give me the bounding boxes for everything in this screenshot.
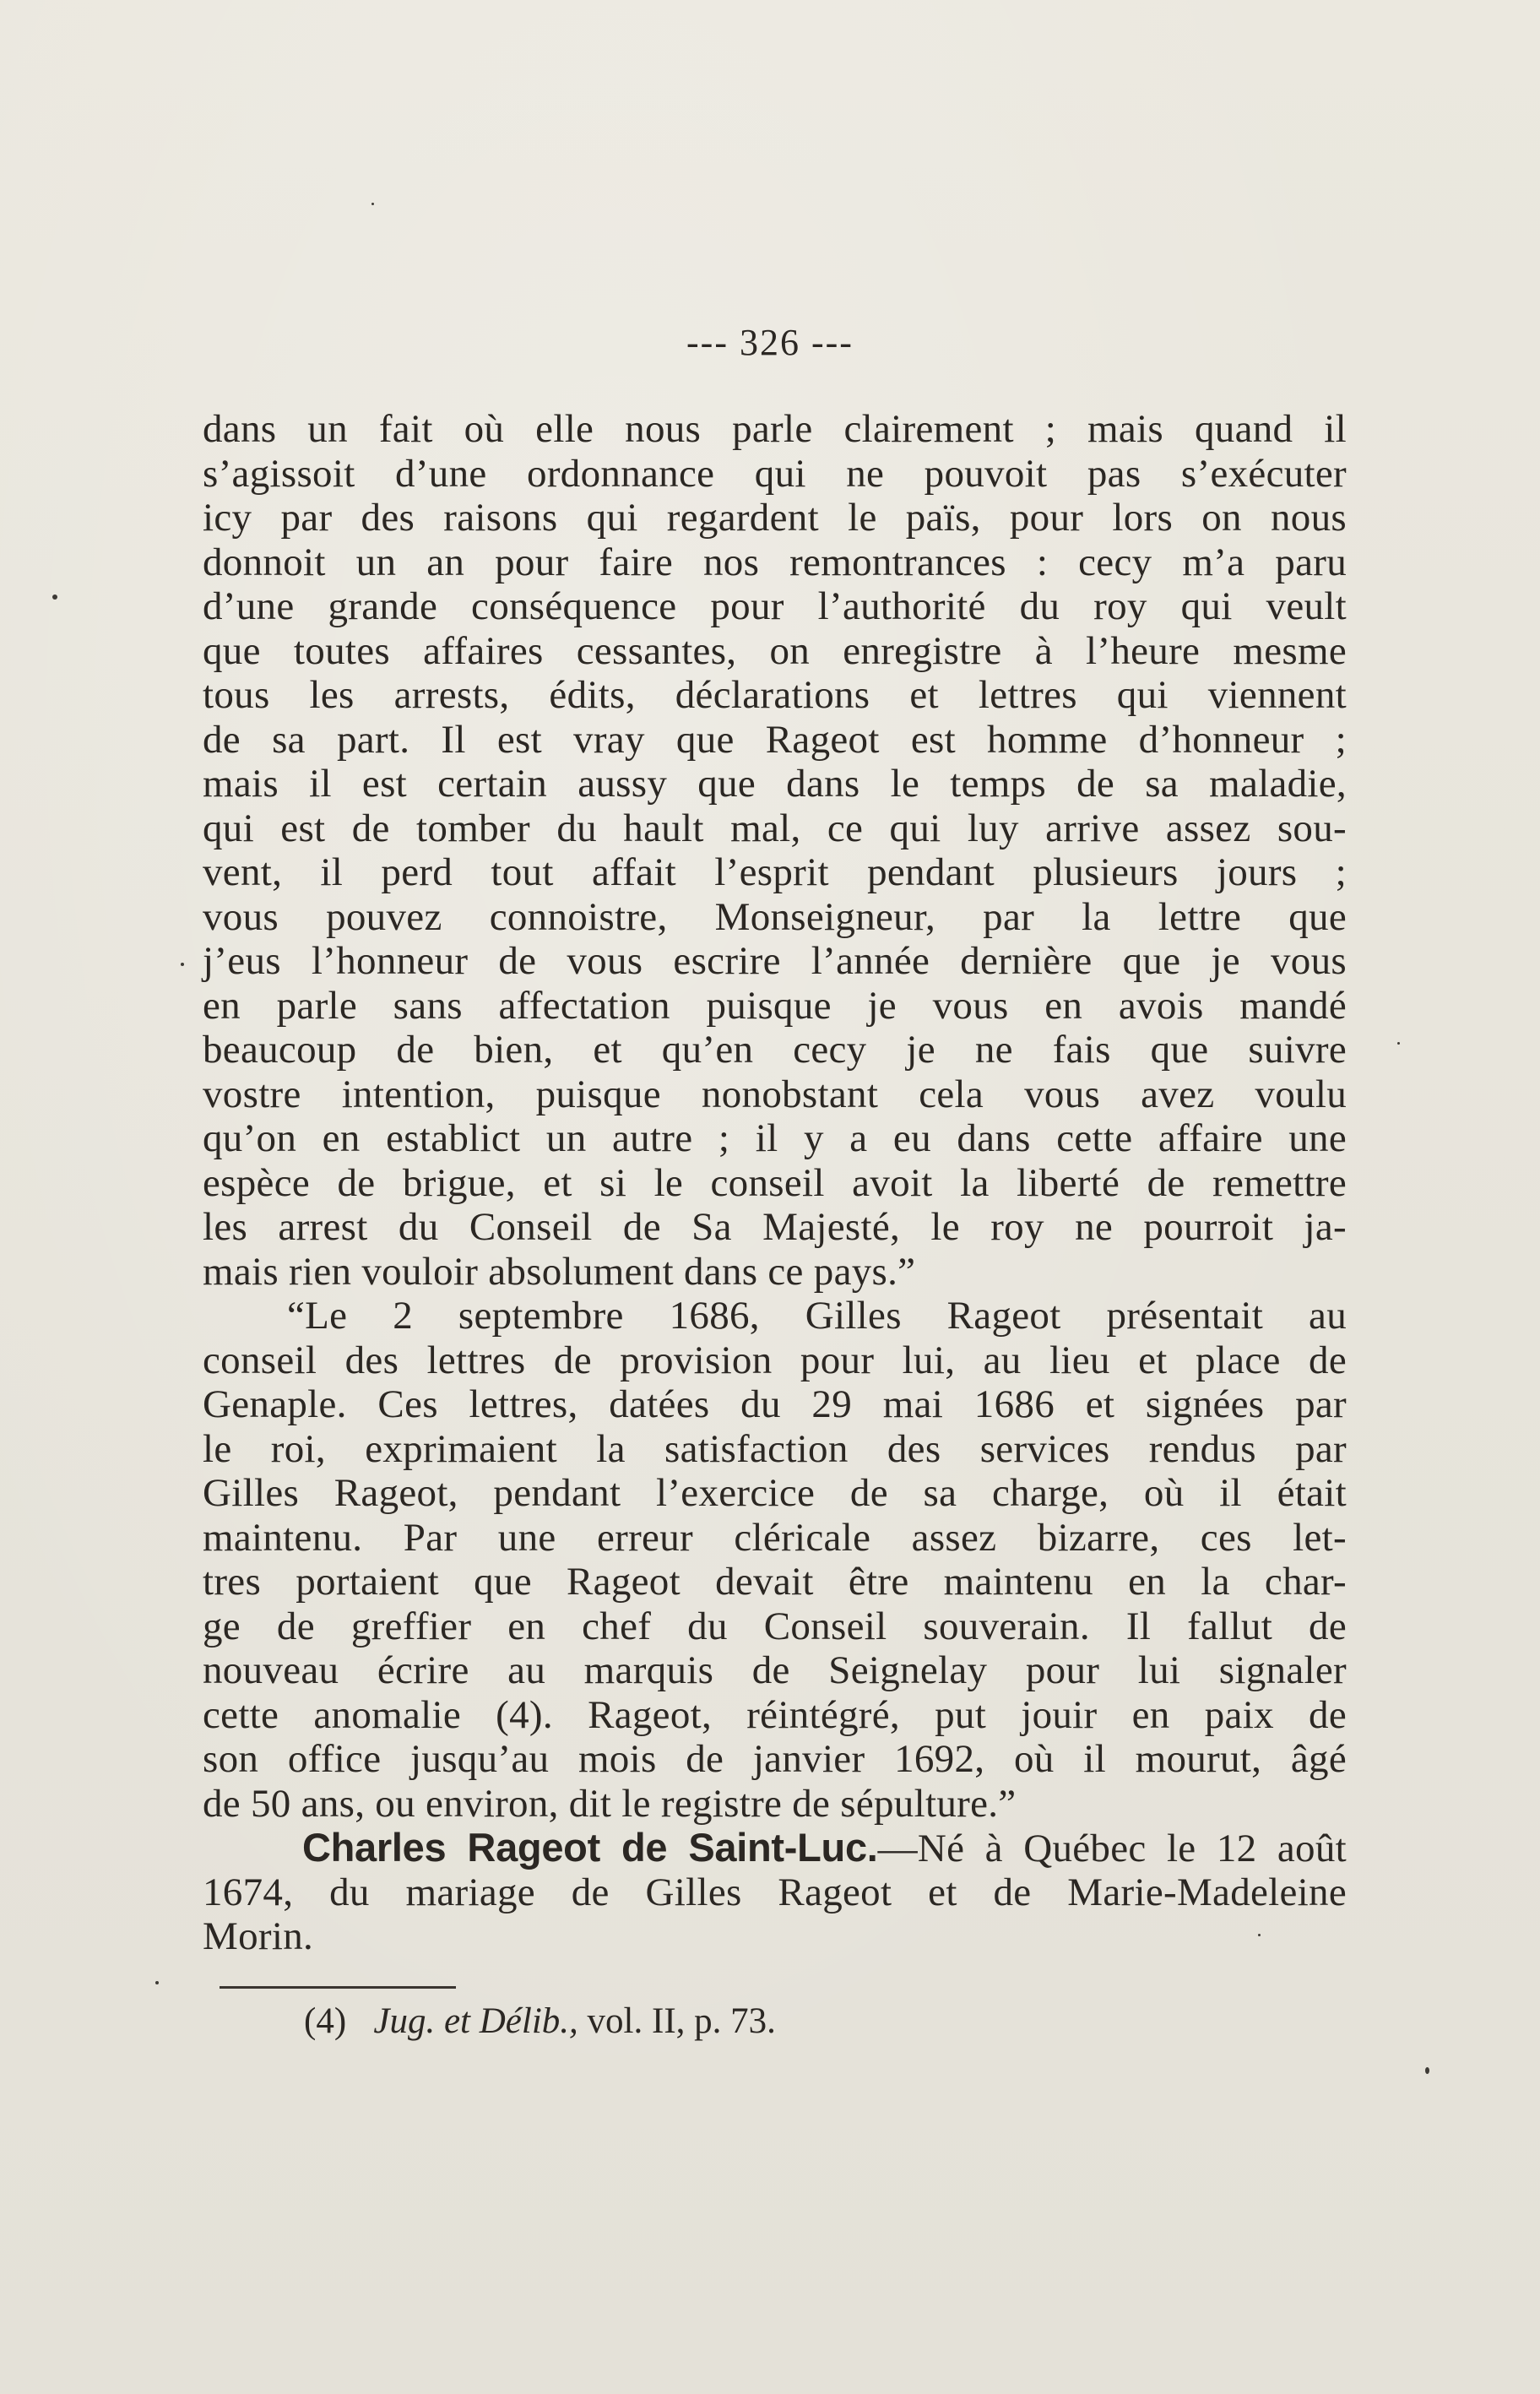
paper-speck xyxy=(1258,1934,1261,1936)
text-line: mais il est certain aussy que dans le temps de sa maladie, xyxy=(203,762,1347,806)
footnote-source: Jug. et Délib., xyxy=(373,2001,578,2041)
text-line: s’agissoit d’une ordonnance qui ne pouvoit pas s’exécuter xyxy=(203,451,1347,496)
footnote-reference: vol. II, p. 73. xyxy=(587,2001,776,2041)
text-line: j’eus l’honneur de vous escrire l’année dernière que je vous xyxy=(203,939,1347,983)
text-line: vous pouvez connoistre, Monseigneur, par la lettre que xyxy=(203,894,1347,939)
text-line: mais rien vouloir absolument dans ce pays.” xyxy=(203,1249,916,1294)
quote-line: Genaple. Ces lettres, datées du 29 mai 1686 et signées par xyxy=(203,1382,1347,1426)
text-line: vent, il perd tout affait l’esprit pendant plusieurs jours ; xyxy=(203,850,1347,894)
quote-line: de 50 ans, ou environ, dit le registre de sépulture.” xyxy=(203,1781,1017,1826)
text-line: qui est de tomber du hault mal, ce qui luy arrive assez sou- xyxy=(203,806,1347,850)
entry-line: Morin. xyxy=(203,1914,314,1958)
text-line: tous les arrests, édits, déclarations et lettres qui viennent xyxy=(203,673,1347,717)
entry-heading-line xyxy=(203,1826,1347,1870)
text-line: donnoit un an pour faire nos remontrances : cecy m’a paru xyxy=(203,540,1347,584)
quote-line: conseil des lettres de provision pour lui, au lieu et place de xyxy=(203,1338,1347,1382)
text-line: en parle sans affectation puisque je vous en avois mandé xyxy=(203,983,1347,1028)
quote-line: tres portaient que Rageot devait être maintenu en la char- xyxy=(203,1560,1347,1604)
quote-line: nouveau écrire au marquis de Seignelay pour lui signaler xyxy=(203,1648,1347,1692)
text-line: qu’on en establict un autre ; il y a eu dans cette affaire une xyxy=(203,1116,1347,1160)
entry-name: Charles Rageot de Saint-Luc. xyxy=(302,1825,878,1870)
quote-line: le roi, exprimaient la satisfaction des services rendus par xyxy=(203,1426,1347,1471)
footnote-marker: (4) xyxy=(304,2001,347,2041)
text-line: dans un fait où elle nous parle clairement ; mais quand il xyxy=(203,407,1347,451)
text-line: de sa part. Il est vray que Rageot est homme d’honneur ; xyxy=(203,717,1347,762)
paper-speck xyxy=(1397,1042,1400,1045)
entry-first-line-rest: —Né à Québec le 12 août xyxy=(877,1827,1347,1870)
quote-line: maintenu. Par une erreur cléricale assez bizarre, ces let- xyxy=(203,1515,1347,1560)
paper-speck xyxy=(155,1981,159,1984)
text-line: espèce de brigue, et si le conseil avoit la liberté de remettre xyxy=(203,1160,1347,1205)
text-line: d’une grande conséquence pour l’authorité du roy qui veult xyxy=(203,584,1347,628)
text-line: que toutes affaires cessantes, on enregistre à l’heure mesme xyxy=(203,628,1347,673)
paper-speck xyxy=(181,963,184,966)
paper-speck xyxy=(1425,2067,1429,2074)
entry-line: 1674, du mariage de Gilles Rageot et de Marie-Madeleine xyxy=(203,1870,1347,1914)
quote-line: cette anomalie (4). Rageot, réintégré, put jouir en paix de xyxy=(203,1692,1347,1737)
text-line: les arrest du Conseil de Sa Majesté, le roy ne pourroit ja- xyxy=(203,1205,1347,1249)
quote-line: son office jusqu’au mois de janvier 1692, où il mourut, âgé xyxy=(203,1737,1347,1781)
text-line: icy par des raisons qui regardent le païs, pour lors on nous xyxy=(203,496,1347,540)
footnote xyxy=(304,2000,776,2044)
body-text xyxy=(203,407,1347,1959)
paper-speck xyxy=(52,594,57,600)
footnote-divider xyxy=(220,1986,456,1989)
quote-line: Gilles Rageot, pendant l’exercice de sa charge, où il était xyxy=(203,1471,1347,1515)
quote-line: “Le 2 septembre 1686, Gilles Rageot présentait au xyxy=(287,1294,1347,1338)
paper-speck xyxy=(371,203,374,205)
quote-line: ge de greffier en chef du Conseil souverain. Il fallut de xyxy=(203,1604,1347,1648)
text-line: beaucoup de bien, et qu’en cecy je ne fais que suivre xyxy=(203,1028,1347,1072)
page-number: --- 326 --- xyxy=(686,322,854,363)
text-line: vostre intention, puisque nonobstant cela vous avez voulu xyxy=(203,1072,1347,1116)
